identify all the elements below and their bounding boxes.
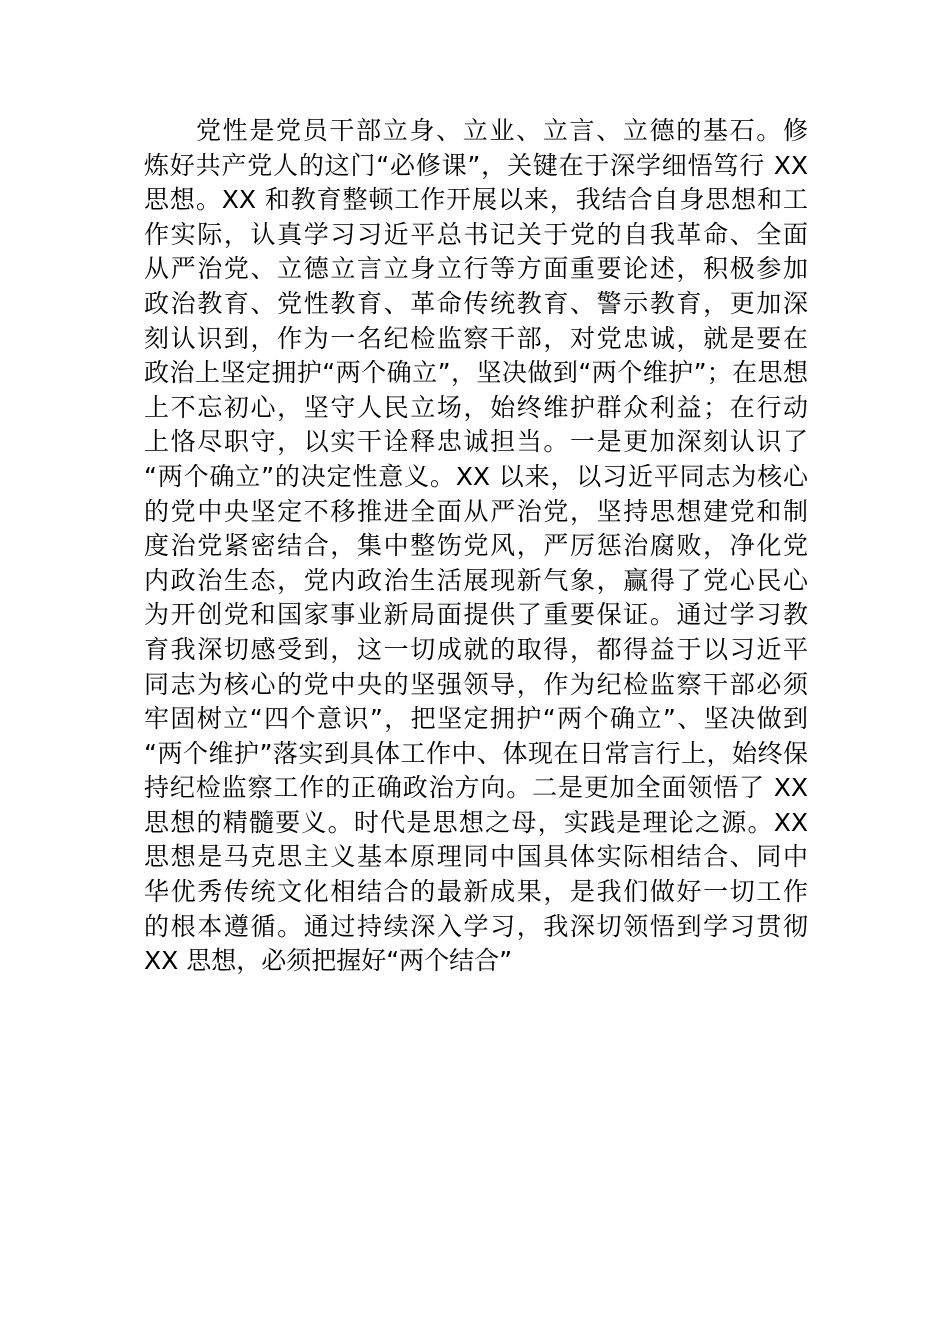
text-line: 华优秀传统文化相结合的最新成果，是我们做好一切工作 xyxy=(144,877,808,907)
text-line: 上不忘初心，坚守人民立场，始终维护群众利益；在行动 xyxy=(144,392,808,422)
text-line: 的党中央坚定不移推进全面从严治党，坚持思想建党和制 xyxy=(144,496,808,526)
text-line: 内政治生态，党内政治生活展现新气象，赢得了党心民心 xyxy=(144,565,808,595)
text-line: 上恪尽职守，以实干诠释忠诚担当。一是更加深刻认识了 xyxy=(144,427,808,457)
text-line: “两个确立”的决定性意义。XX 以来，以习近平同志为核心 xyxy=(144,461,808,491)
text-line: 思想的精髓要义。时代是思想之母，实践是理论之源。XX xyxy=(144,807,808,837)
text-line: 同志为核心的党中央的坚强领导，作为纪检监察干部必须 xyxy=(144,669,808,699)
body-paragraph xyxy=(144,114,808,979)
text-line: 作实际，认真学习习近平总书记关于党的自我革命、全面 xyxy=(144,219,808,249)
text-line: 刻认识到，作为一名纪检监察干部，对党忠诚，就是要在 xyxy=(144,323,808,353)
text-line: 思想是马克思主义基本原理同中国具体实际相结合、同中 xyxy=(144,842,808,872)
text-line: 从严治党、立德立言立身立行等方面重要论述，积极参加 xyxy=(144,254,808,284)
text-line: 牢固树立“四个意识”，把坚定拥护“两个确立”、坚决做到 xyxy=(144,704,808,734)
text-line: XX 思想，必须把握好“两个结合” xyxy=(144,946,513,976)
text-line: 炼好共产党人的这门“必修课”，关键在于深学细悟笃行 XX xyxy=(144,150,808,180)
text-line: 的根本遵循。通过持续深入学习，我深切领悟到学习贯彻 xyxy=(144,911,808,941)
text-line: 政治教育、党性教育、革命传统教育、警示教育，更加深 xyxy=(144,288,808,318)
text-line: 政治上坚定拥护“两个确立”，坚决做到“两个维护”；在思想 xyxy=(144,358,808,388)
text-line: 育我深切感受到，这一切成就的取得，都得益于以习近平 xyxy=(144,634,808,664)
text-line: 思想。XX 和教育整顿工作开展以来，我结合自身思想和工 xyxy=(144,185,808,215)
text-line: “两个维护”落实到具体工作中、体现在日常言行上，始终保 xyxy=(144,738,808,768)
text-line: 度治党紧密结合，集中整饬党风，严厉惩治腐败，净化党 xyxy=(144,531,808,561)
text-line: 持纪检监察工作的正确政治方向。二是更加全面领悟了 XX xyxy=(144,773,808,803)
text-line: 党性是党员干部立身、立业、立言、立德的基石。修 xyxy=(196,116,808,145)
text-line: 为开创党和国家事业新局面提供了重要保证。通过学习教 xyxy=(144,600,808,630)
